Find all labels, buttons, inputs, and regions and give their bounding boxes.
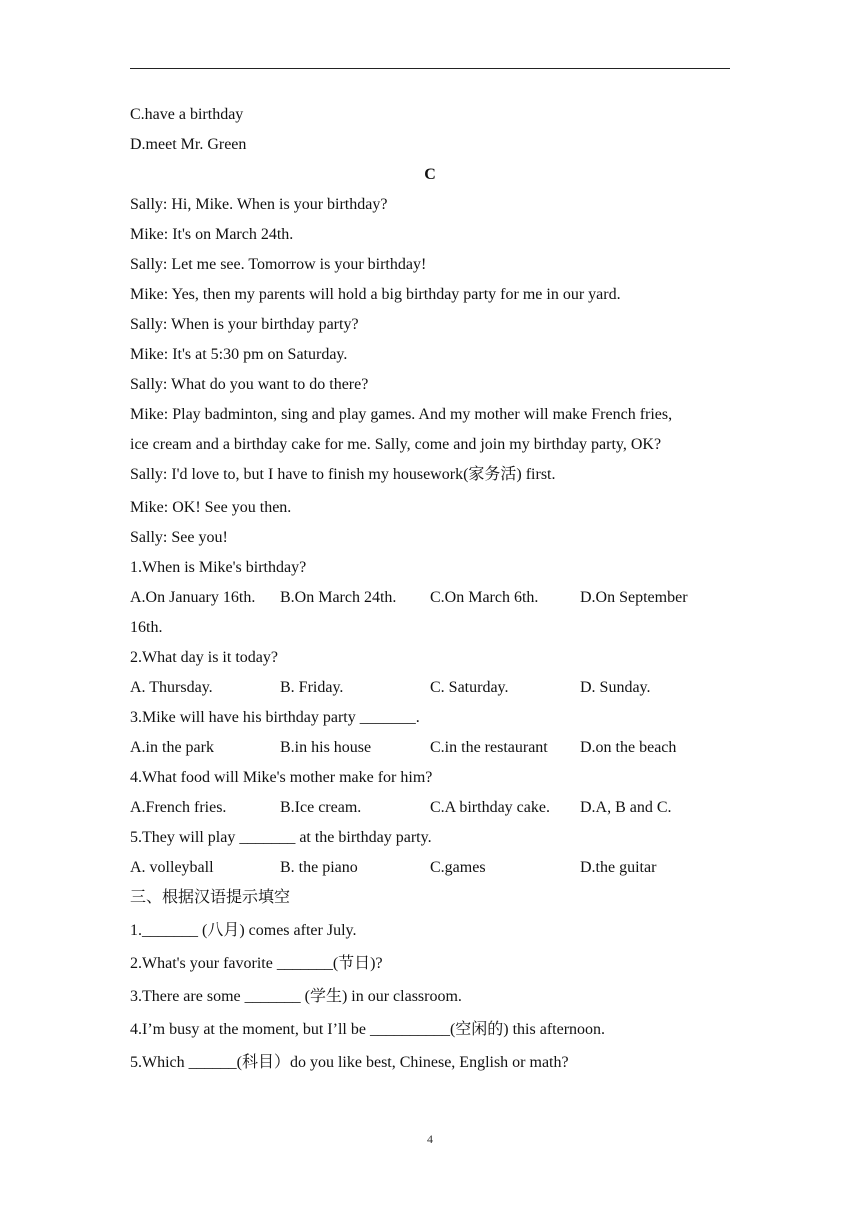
dialogue-line: Mike: Play badminton, sing and play games. And my mother will make French fries, bbox=[130, 406, 673, 423]
question-1: 1.When is Mike's birthday? bbox=[130, 559, 307, 576]
option: D.On September bbox=[580, 589, 688, 606]
section-title: C bbox=[424, 166, 436, 183]
dialogue-line: Mike: OK! See you then. bbox=[130, 499, 292, 516]
dialogue-line: Sally: Hi, Mike. When is your birthday? bbox=[130, 196, 388, 213]
dialogue-line: Sally: When is your birthday party? bbox=[130, 316, 359, 333]
option: A.French fries. bbox=[130, 799, 227, 816]
question-4-options bbox=[130, 794, 730, 824]
option-c: C.have a birthday bbox=[130, 106, 244, 123]
section-heading: 三、根据汉语提示填空 bbox=[130, 889, 291, 906]
fill-item: 3.There are some _______ (学生) in our classroom. bbox=[130, 988, 462, 1005]
option-d: D.meet Mr. Green bbox=[130, 136, 247, 153]
question-3-options bbox=[130, 734, 730, 764]
option: D. Sunday. bbox=[580, 679, 651, 696]
option: B.Ice cream. bbox=[280, 799, 362, 816]
question-2-options bbox=[130, 674, 730, 704]
option: B.in his house bbox=[280, 739, 372, 756]
option: C.in the restaurant bbox=[430, 739, 548, 756]
option: A. volleyball bbox=[130, 859, 214, 876]
option: C.games bbox=[430, 859, 486, 876]
option: B. Friday. bbox=[280, 679, 344, 696]
option: A.On January 16th. bbox=[130, 589, 256, 606]
fill-item: 5.Which ______(科目）do you like best, Chinese, English or math? bbox=[130, 1054, 569, 1071]
question-4: 4.What food will Mike's mother make for him? bbox=[130, 769, 433, 786]
option: D.the guitar bbox=[580, 859, 657, 876]
dialogue-line: Sally: What do you want to do there? bbox=[130, 376, 369, 393]
option: A. Thursday. bbox=[130, 679, 213, 696]
dialogue-line: Sally: I'd love to, but I have to finish my housework(家务活) first. bbox=[130, 466, 556, 483]
fill-item: 2.What's your favorite _______(节日)? bbox=[130, 955, 383, 972]
dialogue-line: ice cream and a birthday cake for me. Sally, come and join my birthday party, OK? bbox=[130, 436, 662, 453]
option: B.On March 24th. bbox=[280, 589, 397, 606]
option: A.in the park bbox=[130, 739, 214, 756]
dialogue-line: Sally: See you! bbox=[130, 529, 228, 546]
question-5: 5.They will play _______ at the birthday party. bbox=[130, 829, 432, 846]
fill-item: 1._______ (八月) comes after July. bbox=[130, 922, 357, 939]
dialogue-line: Mike: It's on March 24th. bbox=[130, 226, 294, 243]
page-number: 4 bbox=[427, 1132, 433, 1146]
option: D.on the beach bbox=[580, 739, 677, 756]
dialogue-line: Sally: Let me see. Tomorrow is your birthday! bbox=[130, 256, 427, 273]
question-2: 2.What day is it today? bbox=[130, 649, 278, 666]
option: D.A, B and C. bbox=[580, 799, 672, 816]
option: C.A birthday cake. bbox=[430, 799, 550, 816]
option: B. the piano bbox=[280, 859, 358, 876]
question-1-options bbox=[130, 584, 730, 614]
dialogue-line: Mike: It's at 5:30 pm on Saturday. bbox=[130, 346, 348, 363]
question-3: 3.Mike will have his birthday party _______. bbox=[130, 709, 420, 726]
option: C.On March 6th. bbox=[430, 589, 539, 606]
header-rule bbox=[130, 68, 730, 69]
page-content bbox=[130, 101, 730, 1082]
option-wrap: 16th. bbox=[130, 619, 163, 636]
question-5-options bbox=[130, 854, 730, 884]
fill-item: 4.I’m busy at the moment, but I’ll be __________(空闲的) this afternoon. bbox=[130, 1021, 606, 1038]
dialogue-line: Mike: Yes, then my parents will hold a big birthday party for me in our yard. bbox=[130, 286, 621, 303]
option: C. Saturday. bbox=[430, 679, 509, 696]
